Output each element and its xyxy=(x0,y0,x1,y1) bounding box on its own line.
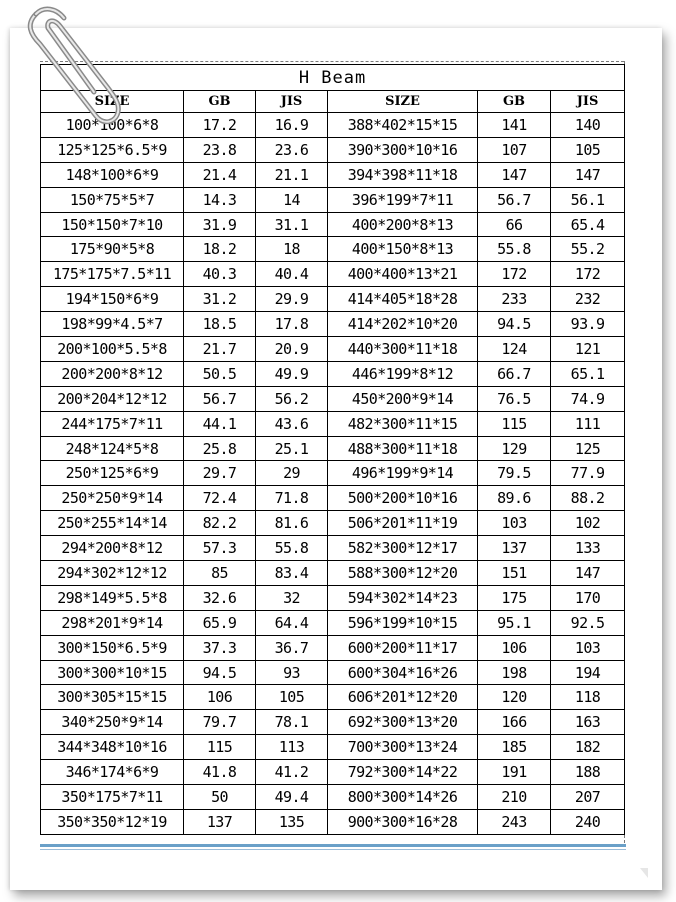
h-beam-table xyxy=(40,64,625,835)
cell-size-right: 400*400*13*21 xyxy=(328,262,478,287)
column-header-size-right: SIZE xyxy=(328,91,478,113)
cell-jis-left: 78.1 xyxy=(256,710,328,735)
cell-size-right: 390*300*10*16 xyxy=(328,137,478,162)
column-header-size-left: SIZE xyxy=(41,91,184,113)
cell-size-left: 350*175*7*11 xyxy=(41,785,184,810)
cell-gb-right: 103 xyxy=(478,511,551,536)
table-row xyxy=(41,162,625,187)
cell-size-left: 175*175*7.5*11 xyxy=(41,262,184,287)
cell-size-left: 346*174*6*9 xyxy=(41,760,184,785)
cell-gb-right: 95.1 xyxy=(478,610,551,635)
page-curl xyxy=(640,868,648,878)
cell-gb-left: 18.5 xyxy=(184,312,256,337)
table-row xyxy=(41,237,625,262)
cell-size-left: 294*200*8*12 xyxy=(41,536,184,561)
dashed-border-top xyxy=(40,61,624,62)
bottom-accent-line-thin xyxy=(40,849,626,850)
cell-size-left: 200*200*8*12 xyxy=(41,361,184,386)
cell-gb-right: 151 xyxy=(478,561,551,586)
cell-gb-left: 25.8 xyxy=(184,436,256,461)
cell-size-left: 175*90*5*8 xyxy=(41,237,184,262)
cell-gb-right: 210 xyxy=(478,785,551,810)
cell-size-right: 414*202*10*20 xyxy=(328,312,478,337)
table-row xyxy=(41,113,625,138)
cell-jis-left: 29.9 xyxy=(256,287,328,312)
cell-gb-right: 76.5 xyxy=(478,386,551,411)
cell-size-right: 394*398*11*18 xyxy=(328,162,478,187)
cell-size-left: 250*125*6*9 xyxy=(41,461,184,486)
cell-gb-left: 106 xyxy=(184,685,256,710)
cell-jis-left: 18 xyxy=(256,237,328,262)
cell-gb-left: 85 xyxy=(184,561,256,586)
cell-gb-right: 120 xyxy=(478,685,551,710)
paper-sheet xyxy=(10,28,662,890)
cell-gb-right: 106 xyxy=(478,635,551,660)
cell-gb-right: 147 xyxy=(478,162,551,187)
cell-gb-left: 72.4 xyxy=(184,486,256,511)
cell-jis-left: 64.4 xyxy=(256,610,328,635)
cell-jis-left: 17.8 xyxy=(256,312,328,337)
cell-size-right: 446*199*8*12 xyxy=(328,361,478,386)
cell-jis-left: 81.6 xyxy=(256,511,328,536)
cell-jis-right: 92.5 xyxy=(551,610,625,635)
cell-gb-right: 243 xyxy=(478,809,551,834)
bottom-accent-line xyxy=(40,844,626,847)
cell-jis-right: 111 xyxy=(551,411,625,436)
table-row xyxy=(41,262,625,287)
cell-size-right: 400*150*8*13 xyxy=(328,237,478,262)
cell-gb-left: 50.5 xyxy=(184,361,256,386)
cell-gb-right: 66.7 xyxy=(478,361,551,386)
cell-size-right: 800*300*14*26 xyxy=(328,785,478,810)
cell-size-right: 596*199*10*15 xyxy=(328,610,478,635)
cell-size-left: 125*125*6.5*9 xyxy=(41,137,184,162)
cell-gb-left: 40.3 xyxy=(184,262,256,287)
table-body xyxy=(41,113,625,835)
cell-jis-right: 194 xyxy=(551,660,625,685)
table-row xyxy=(41,536,625,561)
cell-jis-right: 118 xyxy=(551,685,625,710)
cell-jis-right: 147 xyxy=(551,162,625,187)
table-row xyxy=(41,461,625,486)
table-row xyxy=(41,187,625,212)
cell-size-left: 340*250*9*14 xyxy=(41,710,184,735)
cell-size-left: 244*175*7*11 xyxy=(41,411,184,436)
cell-jis-left: 55.8 xyxy=(256,536,328,561)
cell-gb-right: 124 xyxy=(478,337,551,362)
cell-gb-left: 29.7 xyxy=(184,461,256,486)
cell-jis-left: 32 xyxy=(256,585,328,610)
cell-jis-left: 49.4 xyxy=(256,785,328,810)
cell-size-right: 506*201*11*19 xyxy=(328,511,478,536)
cell-jis-left: 71.8 xyxy=(256,486,328,511)
cell-gb-left: 17.2 xyxy=(184,113,256,138)
cell-jis-right: 207 xyxy=(551,785,625,810)
cell-gb-right: 233 xyxy=(478,287,551,312)
cell-size-left: 294*302*12*12 xyxy=(41,561,184,586)
table-row xyxy=(41,710,625,735)
cell-gb-right: 55.8 xyxy=(478,237,551,262)
cell-size-left: 148*100*6*9 xyxy=(41,162,184,187)
cell-jis-right: 56.1 xyxy=(551,187,625,212)
cell-jis-left: 113 xyxy=(256,735,328,760)
cell-size-right: 450*200*9*14 xyxy=(328,386,478,411)
cell-size-right: 606*201*12*20 xyxy=(328,685,478,710)
cell-gb-right: 172 xyxy=(478,262,551,287)
cell-gb-right: 94.5 xyxy=(478,312,551,337)
cell-jis-right: 77.9 xyxy=(551,461,625,486)
cell-size-right: 588*300*12*20 xyxy=(328,561,478,586)
table-row xyxy=(41,635,625,660)
table-row xyxy=(41,312,625,337)
table-row xyxy=(41,685,625,710)
cell-jis-left: 14 xyxy=(256,187,328,212)
column-header-gb-left: GB xyxy=(184,91,256,113)
cell-gb-left: 56.7 xyxy=(184,386,256,411)
cell-jis-left: 105 xyxy=(256,685,328,710)
cell-jis-right: 102 xyxy=(551,511,625,536)
cell-jis-left: 31.1 xyxy=(256,212,328,237)
cell-gb-right: 198 xyxy=(478,660,551,685)
table-row xyxy=(41,610,625,635)
cell-size-right: 396*199*7*11 xyxy=(328,187,478,212)
cell-size-right: 414*405*18*28 xyxy=(328,287,478,312)
cell-jis-right: 188 xyxy=(551,760,625,785)
cell-gb-right: 166 xyxy=(478,710,551,735)
cell-jis-left: 36.7 xyxy=(256,635,328,660)
table-row xyxy=(41,287,625,312)
cell-gb-left: 41.8 xyxy=(184,760,256,785)
cell-jis-left: 21.1 xyxy=(256,162,328,187)
cell-gb-left: 65.9 xyxy=(184,610,256,635)
h-beam-table-container xyxy=(40,64,624,835)
cell-gb-right: 56.7 xyxy=(478,187,551,212)
cell-size-right: 482*300*11*15 xyxy=(328,411,478,436)
cell-jis-left: 41.2 xyxy=(256,760,328,785)
cell-size-left: 300*300*10*15 xyxy=(41,660,184,685)
cell-size-right: 792*300*14*22 xyxy=(328,760,478,785)
cell-jis-left: 29 xyxy=(256,461,328,486)
table-row xyxy=(41,436,625,461)
cell-size-right: 692*300*13*20 xyxy=(328,710,478,735)
table-title: H Beam xyxy=(41,65,625,91)
cell-jis-left: 56.2 xyxy=(256,386,328,411)
cell-size-right: 388*402*15*15 xyxy=(328,113,478,138)
cell-size-right: 700*300*13*24 xyxy=(328,735,478,760)
cell-size-left: 150*150*7*10 xyxy=(41,212,184,237)
cell-jis-right: 172 xyxy=(551,262,625,287)
cell-size-left: 300*305*15*15 xyxy=(41,685,184,710)
cell-gb-left: 79.7 xyxy=(184,710,256,735)
cell-jis-right: 232 xyxy=(551,287,625,312)
cell-gb-right: 185 xyxy=(478,735,551,760)
cell-jis-left: 16.9 xyxy=(256,113,328,138)
cell-jis-right: 182 xyxy=(551,735,625,760)
cell-gb-right: 115 xyxy=(478,411,551,436)
table-row xyxy=(41,386,625,411)
table-row xyxy=(41,486,625,511)
cell-gb-right: 66 xyxy=(478,212,551,237)
cell-size-right: 500*200*10*16 xyxy=(328,486,478,511)
cell-gb-right: 129 xyxy=(478,436,551,461)
cell-jis-right: 74.9 xyxy=(551,386,625,411)
cell-gb-right: 175 xyxy=(478,585,551,610)
table-row xyxy=(41,361,625,386)
table-header-row xyxy=(41,91,625,113)
cell-jis-left: 25.1 xyxy=(256,436,328,461)
cell-jis-left: 23.6 xyxy=(256,137,328,162)
cell-gb-left: 44.1 xyxy=(184,411,256,436)
cell-gb-left: 82.2 xyxy=(184,511,256,536)
column-header-jis-left: JIS xyxy=(256,91,328,113)
cell-size-right: 440*300*11*18 xyxy=(328,337,478,362)
cell-jis-left: 20.9 xyxy=(256,337,328,362)
table-row xyxy=(41,735,625,760)
cell-gb-left: 18.2 xyxy=(184,237,256,262)
cell-size-right: 600*200*11*17 xyxy=(328,635,478,660)
cell-gb-left: 32.6 xyxy=(184,585,256,610)
cell-size-left: 198*99*4.5*7 xyxy=(41,312,184,337)
cell-jis-right: 147 xyxy=(551,561,625,586)
table-row xyxy=(41,411,625,436)
cell-jis-right: 103 xyxy=(551,635,625,660)
table-row xyxy=(41,809,625,834)
cell-jis-right: 140 xyxy=(551,113,625,138)
cell-gb-left: 94.5 xyxy=(184,660,256,685)
paperclip-icon xyxy=(16,0,126,130)
cell-gb-left: 21.7 xyxy=(184,337,256,362)
cell-gb-right: 79.5 xyxy=(478,461,551,486)
cell-size-right: 400*200*8*13 xyxy=(328,212,478,237)
cell-size-left: 298*201*9*14 xyxy=(41,610,184,635)
cell-jis-right: 55.2 xyxy=(551,237,625,262)
cell-gb-left: 50 xyxy=(184,785,256,810)
cell-size-left: 248*124*5*8 xyxy=(41,436,184,461)
column-header-gb-right: GB xyxy=(478,91,551,113)
cell-jis-left: 135 xyxy=(256,809,328,834)
cell-jis-right: 133 xyxy=(551,536,625,561)
cell-jis-right: 105 xyxy=(551,137,625,162)
column-header-jis-right: JIS xyxy=(551,91,625,113)
cell-jis-right: 163 xyxy=(551,710,625,735)
cell-gb-right: 141 xyxy=(478,113,551,138)
cell-jis-left: 83.4 xyxy=(256,561,328,586)
cell-gb-right: 107 xyxy=(478,137,551,162)
table-title-row xyxy=(41,65,625,91)
cell-jis-left: 40.4 xyxy=(256,262,328,287)
cell-jis-right: 240 xyxy=(551,809,625,834)
cell-size-right: 900*300*16*28 xyxy=(328,809,478,834)
cell-gb-right: 89.6 xyxy=(478,486,551,511)
cell-size-left: 194*150*6*9 xyxy=(41,287,184,312)
cell-size-right: 600*304*16*26 xyxy=(328,660,478,685)
cell-size-left: 200*204*12*12 xyxy=(41,386,184,411)
cell-size-left: 298*149*5.5*8 xyxy=(41,585,184,610)
cell-size-left: 344*348*10*16 xyxy=(41,735,184,760)
cell-size-left: 250*250*9*14 xyxy=(41,486,184,511)
cell-size-right: 594*302*14*23 xyxy=(328,585,478,610)
cell-gb-right: 191 xyxy=(478,760,551,785)
table-row xyxy=(41,212,625,237)
cell-gb-right: 137 xyxy=(478,536,551,561)
cell-gb-left: 31.9 xyxy=(184,212,256,237)
cell-jis-right: 170 xyxy=(551,585,625,610)
table-row xyxy=(41,561,625,586)
cell-size-left: 300*150*6.5*9 xyxy=(41,635,184,660)
table-row xyxy=(41,511,625,536)
table-row xyxy=(41,785,625,810)
cell-size-right: 496*199*9*14 xyxy=(328,461,478,486)
cell-jis-left: 49.9 xyxy=(256,361,328,386)
cell-gb-left: 57.3 xyxy=(184,536,256,561)
cell-jis-right: 125 xyxy=(551,436,625,461)
cell-jis-right: 93.9 xyxy=(551,312,625,337)
cell-size-left: 150*75*5*7 xyxy=(41,187,184,212)
cell-size-left: 250*255*14*14 xyxy=(41,511,184,536)
cell-size-left: 350*350*12*19 xyxy=(41,809,184,834)
cell-gb-left: 137 xyxy=(184,809,256,834)
cell-gb-left: 37.3 xyxy=(184,635,256,660)
cell-gb-left: 14.3 xyxy=(184,187,256,212)
cell-gb-left: 21.4 xyxy=(184,162,256,187)
table-row xyxy=(41,585,625,610)
cell-size-right: 582*300*12*17 xyxy=(328,536,478,561)
cell-size-left: 100*100*6*8 xyxy=(41,113,184,138)
cell-gb-left: 31.2 xyxy=(184,287,256,312)
cell-jis-right: 65.4 xyxy=(551,212,625,237)
table-row xyxy=(41,660,625,685)
cell-jis-left: 43.6 xyxy=(256,411,328,436)
cell-size-right: 488*300*11*18 xyxy=(328,436,478,461)
cell-jis-right: 88.2 xyxy=(551,486,625,511)
table-row xyxy=(41,337,625,362)
cell-gb-left: 115 xyxy=(184,735,256,760)
cell-jis-left: 93 xyxy=(256,660,328,685)
table-row xyxy=(41,137,625,162)
cell-gb-left: 23.8 xyxy=(184,137,256,162)
table-row xyxy=(41,760,625,785)
cell-jis-right: 65.1 xyxy=(551,361,625,386)
cell-jis-right: 121 xyxy=(551,337,625,362)
cell-size-left: 200*100*5.5*8 xyxy=(41,337,184,362)
